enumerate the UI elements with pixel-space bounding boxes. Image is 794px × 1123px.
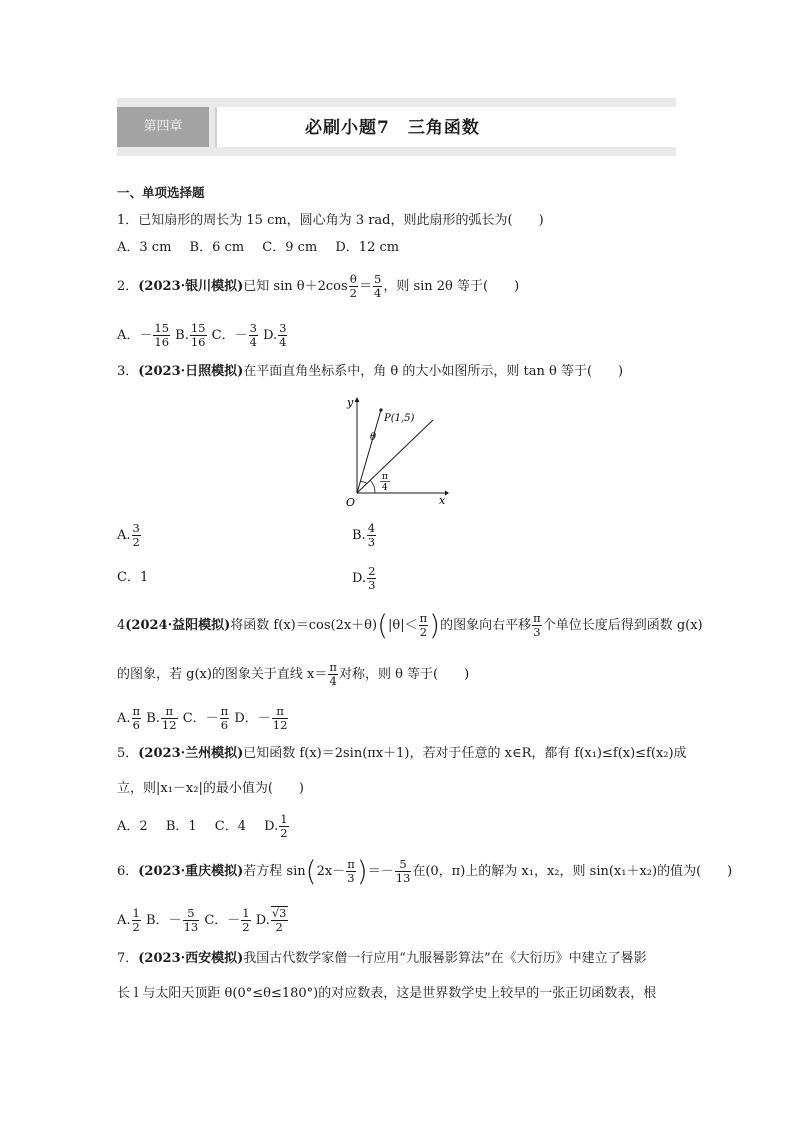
q6-options (117, 906, 289, 934)
q6-paren-left: ( (305, 854, 317, 888)
q4-number: 4 (117, 618, 126, 633)
q4-post: 个单位长度后得到函数 g(x) (542, 618, 703, 633)
q2-options (117, 322, 288, 349)
q4-paren-left: ( (377, 608, 389, 642)
q5-text: 已知函数 f(x)＝2sin(πx＋1)，若对于任意的 x∈R，都有 f(x₁)≤f(x)≤f(x₂)成 (243, 746, 687, 761)
q6-option-c[interactable]: C．－ $\frac{1}{2}$ (204, 905, 250, 934)
q2-option-d[interactable]: D. $\frac{3}{4}$ (263, 321, 287, 349)
q6-inner-frac: $\frac{\pi}{3}$ (347, 857, 355, 885)
q4-source: (2024·益阳模拟) (125, 618, 231, 633)
page-title: 必刷小题7 三角函数 (305, 118, 480, 138)
q3-option-c[interactable]: C．1 (117, 570, 149, 585)
q6-eq: ＝－ (367, 864, 394, 879)
four-label: 4 (382, 483, 388, 493)
q6-post: 在(0，π)上的解为 x₁，x₂，则 sin(x₁＋x₂)的值为( ) (412, 864, 733, 879)
q3-option-d[interactable]: D. $\frac{2}{3}$ (352, 564, 376, 592)
q4-mid: 的图象向右平移 (440, 618, 532, 633)
angle-arc-quarter (370, 480, 375, 493)
q4-pre: 将函数 f(x)＝cos(2x＋θ) (230, 618, 378, 633)
q3-stem (117, 362, 623, 382)
q4-option-b[interactable]: B. $\frac{\pi}{12}$ (146, 704, 177, 732)
q2-option-c[interactable]: C．－ $\frac{3}{4}$ (211, 321, 257, 349)
q4-shift-frac: $\frac{\pi}{3}$ (533, 611, 541, 639)
q5-option-c[interactable]: C．4 (214, 819, 246, 834)
q7-number: 7． (117, 951, 139, 966)
q3-source: (2023·日照模拟) (138, 364, 244, 379)
q5-line2: 立，则|x₁－x₂|的最小值为( ) (117, 781, 304, 796)
theta-label: θ (370, 432, 377, 443)
x-axis-arrow (445, 491, 449, 496)
q1-option-d[interactable]: D．12 cm (335, 240, 400, 255)
point-p (379, 408, 382, 411)
ray-op (357, 410, 381, 493)
q6-stem (117, 854, 733, 888)
q4-cond-frac: $\frac{\pi}{2}$ (419, 611, 428, 639)
q2-eq: ＝ (358, 279, 372, 294)
q1-stem: 1．已知扇形的周长为 15 cm，圆心角为 3 rad，则此扇形的弧长为( ) (117, 213, 544, 228)
q5-option-d[interactable]: D. $\frac{1}{2}$ (264, 812, 288, 840)
angle-arc-theta (361, 482, 368, 484)
q6-rhs-frac: $\frac{5}{13}$ (395, 857, 411, 885)
chapter-tab: 第四章 (117, 107, 209, 147)
q5-option-b[interactable]: B．1 (165, 819, 197, 834)
q7-line2: 长 l 与太阳天顶距 θ(0°≤θ≤180°)的对应数表，这是世界数学史上较早的一张正切函数表，根 (117, 986, 657, 1001)
q3-figure (335, 392, 455, 510)
q2-stem (117, 273, 519, 300)
q6-option-a[interactable]: A. $\frac{1}{2}$ (117, 905, 140, 934)
q3-option-b[interactable]: B. $\frac{4}{3}$ (352, 521, 376, 549)
q4-paren-right: ) (429, 608, 441, 642)
q4-cond: |θ|＜ (388, 618, 418, 633)
q2-option-b[interactable]: B. $\frac{15}{16}$ (175, 321, 206, 349)
point-p-label: P(1,5) (384, 413, 415, 424)
q6-option-b[interactable]: B．－ $\frac{5}{13}$ (146, 905, 199, 934)
q1-option-c[interactable]: C．9 cm (262, 240, 318, 255)
q3-option-a[interactable]: A. $\frac{3}{2}$ (117, 521, 140, 549)
q4-option-c[interactable]: C．－ $\frac{\pi}{6}$ (182, 704, 229, 732)
origin-label: O (346, 496, 356, 509)
q2-pre: 已知 sin θ＋2cos (243, 279, 348, 294)
q7-line1 (117, 949, 647, 969)
y-axis-arrow (355, 397, 360, 402)
q2-source: (2023·银川模拟) (138, 279, 244, 294)
q5-option-a[interactable]: A．2 (117, 819, 148, 834)
q5-source: (2023·兰州模拟) (138, 746, 244, 761)
q6-number: 6． (117, 864, 139, 879)
ray-quarter-pi (357, 420, 433, 493)
q5-options (117, 813, 290, 840)
pi-label: π (382, 472, 388, 482)
q2-post: ，则 sin 2θ 等于( ) (383, 279, 520, 294)
q6-paren-right: ) (356, 854, 368, 888)
q4-line1 (117, 608, 703, 642)
q6-source: (2023·重庆模拟) (138, 864, 244, 879)
q5-line1 (117, 744, 687, 764)
q3-number: 3． (117, 364, 139, 379)
q2-frac2: $\frac{5}{4}$ (373, 272, 382, 300)
q1-option-a[interactable]: A．3 cm (117, 240, 172, 255)
q7-source: (2023·西安模拟) (138, 951, 244, 966)
q3-text: 在平面直角坐标系中，角 θ 的大小如图所示，则 tan θ 等于( ) (243, 364, 624, 379)
q4-option-d[interactable]: D．－ $\frac{\pi}{12}$ (234, 704, 288, 732)
q6-pre: 若方程 sin (243, 864, 306, 879)
q2-frac1: $\frac{\theta}{2}$ (349, 272, 357, 300)
q4-line2: 的图象，若 g(x)的图象关于直线 x＝ $\frac{\pi}{4}$ 对称，则 θ 等于( ) (117, 660, 470, 688)
q2-number: 2． (117, 279, 139, 294)
q4-options (117, 705, 289, 732)
q1-option-b[interactable]: B．6 cm (189, 240, 245, 255)
q6-inner: 2x－ (316, 864, 346, 879)
q4-option-a[interactable]: A. $\frac{\pi}{6}$ (117, 704, 141, 732)
x-label: x (439, 494, 446, 507)
y-label: y (347, 396, 354, 409)
section-heading: 一、单项选择题 (117, 185, 205, 200)
q1-options (117, 238, 413, 258)
q7-text: 我国古代数学家僧一行应用“九服晷影算法”在《大衍历》中建立了晷影 (243, 951, 647, 966)
q5-number: 5． (117, 746, 139, 761)
q6-option-d[interactable]: D. $\frac{√3}{2}$ (255, 906, 287, 934)
q2-option-a[interactable]: A．－ $\frac{15}{16}$ (117, 321, 170, 349)
